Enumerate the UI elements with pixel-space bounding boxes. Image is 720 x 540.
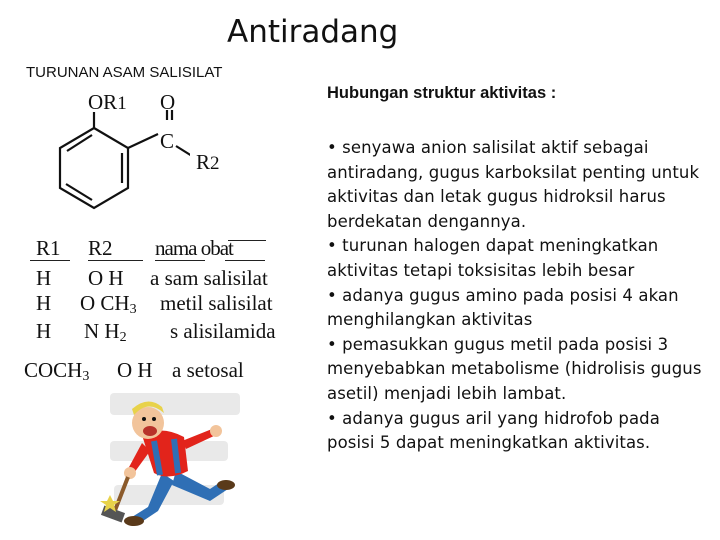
row3-r1: H bbox=[36, 319, 52, 343]
header-underline-4 bbox=[225, 260, 265, 261]
row2-name: metil salisilat bbox=[160, 291, 273, 315]
benzene-ring-structure bbox=[30, 110, 190, 230]
row3-r2: N $H_2$ bbox=[84, 319, 127, 345]
header-r1: R1 bbox=[36, 236, 61, 260]
image-credit bbox=[118, 531, 119, 536]
sar-heading: Hubungan struktur aktivitas : bbox=[327, 84, 557, 102]
header-underline-3 bbox=[155, 260, 205, 261]
section-subtitle: TURUNAN ASAM SALISILAT bbox=[26, 64, 223, 81]
header-r2: R2 bbox=[88, 236, 113, 260]
list-item: • pemasukkan gugus metil pada posisi 3 menyebabkan metabolisme (hidrolisis gugus asetil) menjadi lebih lambat. bbox=[327, 334, 702, 403]
row4-name: a setosal bbox=[172, 358, 244, 382]
header-overline-4 bbox=[228, 240, 266, 241]
carbon-label: C bbox=[160, 129, 175, 153]
row2-r2: O $CH_3$ bbox=[80, 291, 137, 317]
row1-r1: H bbox=[36, 266, 52, 290]
list-item: • adanya gugus amino pada posisi 4 akan menghilangkan aktivitas bbox=[327, 285, 679, 330]
header-underline-1 bbox=[30, 260, 70, 261]
slide-title: Antiradang bbox=[227, 14, 399, 50]
row1-r2: O H bbox=[88, 266, 124, 290]
r2-label: R2 bbox=[196, 150, 220, 174]
header-drug-name: nama obat bbox=[155, 236, 233, 260]
oxygen-label: O bbox=[160, 90, 176, 114]
list-item: • turunan halogen dapat meningkatkan aktivitas tetapi toksisitas lebih besar bbox=[327, 236, 659, 280]
row3-name: s alisilamida bbox=[170, 319, 276, 343]
header-underline-2 bbox=[88, 260, 143, 261]
row4-r2: O H bbox=[117, 358, 153, 382]
sar-bullet-list bbox=[327, 136, 712, 456]
hammer-cartoon-icon bbox=[92, 385, 252, 535]
list-item: • adanya gugus aril yang hidrofob pada posisi 5 dapat meningkatkan aktivitas. bbox=[327, 408, 660, 453]
row2-r1: H bbox=[36, 291, 52, 315]
list-item: • senyawa anion salisilat aktif sebagai antiradang, gugus karboksilat penting untuk aktivitas dan letak gugus hidroksil harus berdekatan dengannya. bbox=[327, 138, 700, 231]
row4-r1: $COCH_3$ bbox=[24, 358, 90, 384]
or1-label: OR1 bbox=[88, 90, 127, 114]
row1-name: a sam salisilat bbox=[150, 266, 268, 290]
